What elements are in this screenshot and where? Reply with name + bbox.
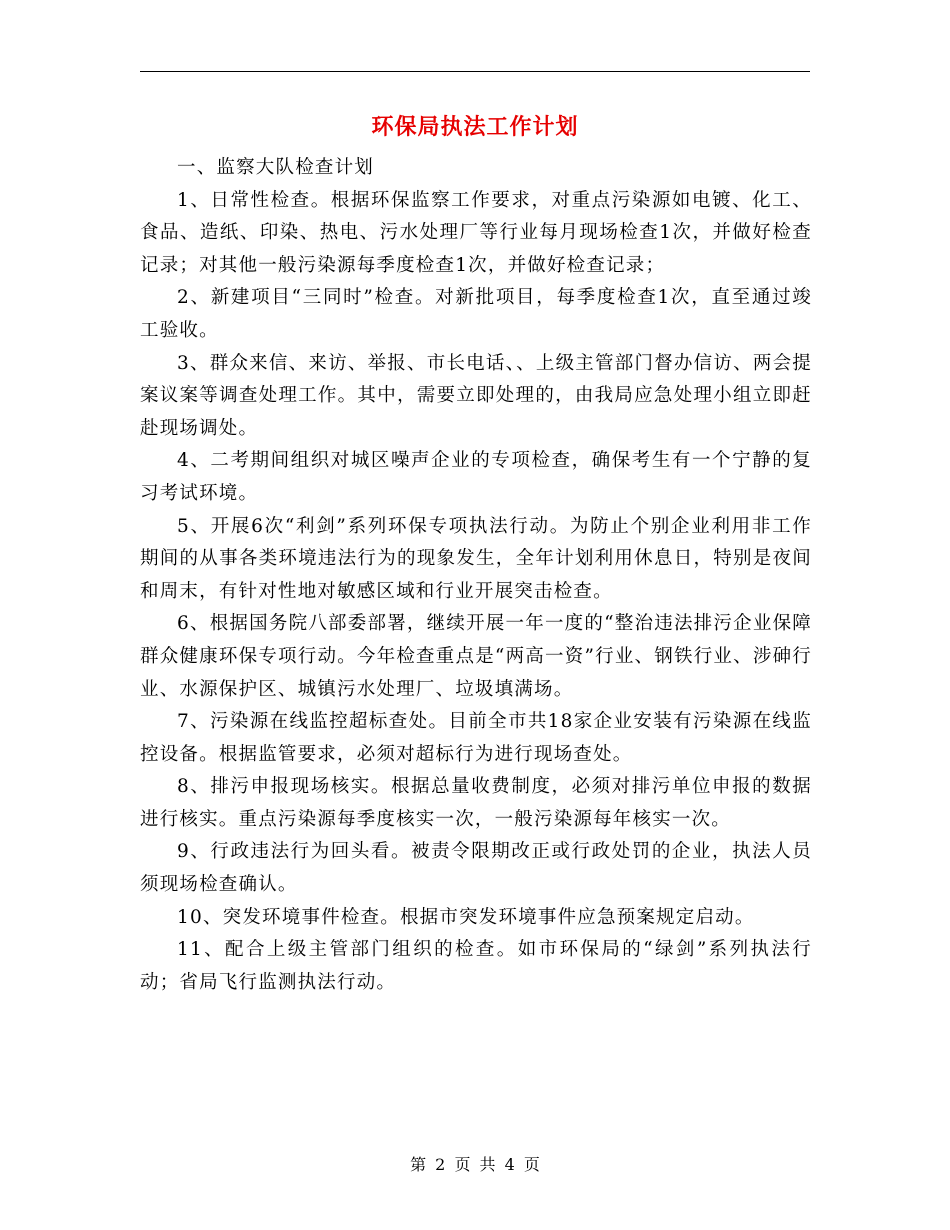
- document-title: 环保局执法工作计划: [371, 114, 579, 140]
- paragraph: 10、突发环境事件检查。根据市突发环境事件应急预案规定启动。: [177, 906, 755, 928]
- document-body: [140, 152, 812, 999]
- paragraph: 4、二考期间组织对城区噪声企业的专项检查，确保考生有一个宁静的复习考试环境。: [140, 450, 812, 504]
- header-rule: [140, 71, 810, 72]
- paragraph: 1、日常性检查。根据环保监察工作要求，对重点污染源如电镀、化工、食品、造纸、印染、热电、污水处理厂等行业每月现场检查1次，并做好检查记录；对其他一般污染源每季度检查1次，并做好检查记录；: [140, 189, 812, 276]
- paragraph: 5、开展6次“利剑”系列环保专项执法行动。为防止个别企业利用非工作期间的从事各类环境违法行为的现象发生，全年计划利用休息日，特别是夜间和周末，有针对性地对敏感区域和行业开展突击检查。: [140, 515, 812, 602]
- paragraph: 6、根据国务院八部委部署，继续开展一年一度的“整治违法排污企业保障群众健康环保专项行动。今年检查重点是“两高一资”行业、钢铁行业、涉砷行业、水源保护区、城镇污水处理厂、垃圾填满场。: [140, 613, 812, 700]
- page-number: 第 2 页 共 4 页: [410, 1155, 540, 1174]
- paragraph: 9、行政违法行为回头看。被责令限期改正或行政处罚的企业，执法人员须现场检查确认。: [140, 841, 812, 896]
- section-heading: 一、监察大队检查计划: [177, 157, 375, 178]
- paragraph: 8、排污申报现场核实。根据总量收费制度，必须对排污单位申报的数据进行核实。重点污染源每季度核实一次，一般污染源每年核实一次。: [140, 776, 812, 830]
- paragraph: 11、配合上级主管部门组织的检查。如市环保局的“绿剑”系列执法行动；省局飞行监测执法行动。: [140, 939, 812, 993]
- paragraph: 7、污染源在线监控超标查处。目前全市共18家企业安装有污染源在线监控设备。根据监管要求，必须对超标行为进行现场查处。: [140, 711, 812, 765]
- paragraph: 2、新建项目“三同时”检查。对新批项目，每季度检查1次，直至通过竣工验收。: [140, 287, 812, 341]
- paragraph: 3、群众来信、来访、举报、市长电话、、上级主管部门督办信访、两会提案议案等调查处理工作。其中，需要立即处理的，由我局应急处理小组立即赶赴现场调处。: [140, 352, 812, 439]
